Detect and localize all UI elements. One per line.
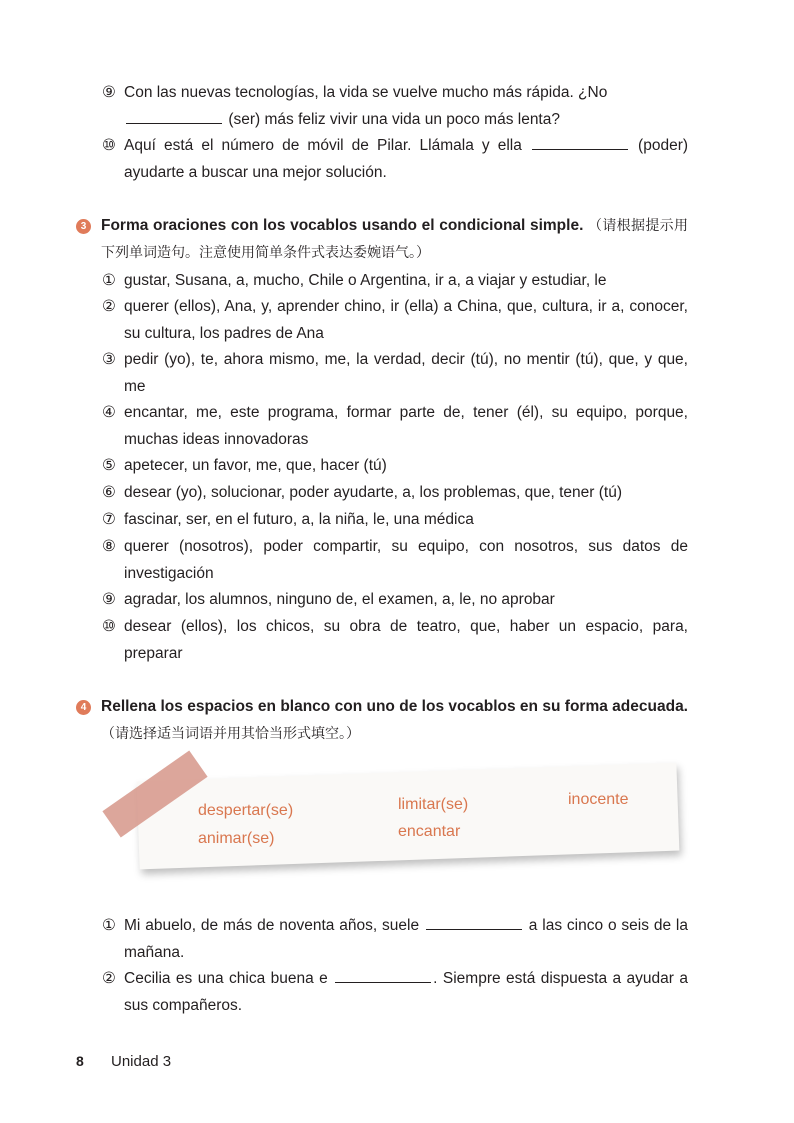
word-option: encantar	[398, 823, 461, 840]
unit-label: Unidad 3	[111, 1053, 172, 1070]
exercise-item: ⑨ Con las nuevas tecnologías, la vida se vuelve mucho más rápida. ¿No (ser) más feliz vivir una vida un poco más lenta?	[102, 80, 688, 133]
exercise-item: ② Cecilia es una chica buena e . Siempre está dispuesta a ayudar a sus compañeros.	[102, 970, 688, 1014]
list-item: ⑨ agradar, los alumnos, ninguno de, el examen, a, le, no aprobar	[102, 591, 555, 608]
list-item: ④ encantar, me, este programa, formar parte de, tener (él), su equipo, porque, muchas ideas innovadoras	[102, 404, 688, 448]
list-item: ⑥ desear (yo), solucionar, poder ayudarte, a, los problemas, que, tener (tú)	[102, 484, 622, 501]
answer-blank[interactable]	[426, 915, 522, 930]
word-option: despertar(se)	[198, 802, 294, 819]
list-item: ⑧ querer (nosotros), poder compartir, su equipo, con nosotros, sus datos de investigación	[102, 538, 688, 582]
word-option: animar(se)	[198, 830, 275, 847]
answer-blank[interactable]	[335, 968, 431, 983]
exercise-item: ⑩ Aquí está el número de móvil de Pilar. Llámala y ella (poder) ayudarte a buscar una mejor solución.	[102, 133, 688, 186]
list-item: ② querer (ellos), Ana, y, aprender chino, ir (ella) a China, que, cultura, ir a, conocer, su cultura, los padres de Ana	[102, 298, 688, 342]
item-number: ⑨	[102, 84, 116, 101]
list-item: ⑤ apetecer, un favor, me, que, hacer (tú)	[102, 457, 387, 474]
list-item: ③ pedir (yo), te, ahora mismo, me, la verdad, decir (tú), no mentir (tú), que, y que, me	[102, 351, 688, 395]
section-badge: 4	[76, 700, 91, 715]
answer-blank[interactable]	[532, 135, 628, 150]
section-title: Rellena los espacios en blanco con uno de los vocablos en su forma adecuada.	[101, 698, 688, 715]
section-subtitle: （请根据提示用下列单词造句。注意使用简单条件式表达委婉语气。）	[101, 218, 688, 261]
section-3-header	[76, 213, 688, 266]
section-badge: 3	[76, 219, 91, 234]
word-option: inocente	[568, 791, 629, 808]
list-item: ① gustar, Susana, a, mucho, Chile o Argentina, ir a, a viajar y estudiar, le	[102, 272, 607, 289]
section-4-header	[76, 694, 688, 747]
section-subtitle: （请选择适当词语并用其恰当形式填空。）	[101, 725, 360, 742]
exercise-item: ① Mi abuelo, de más de noventa años, suele a las cinco o seis de la mañana.	[102, 917, 688, 961]
list-item: ⑩ desear (ellos), los chicos, su obra de teatro, que, haber un espacio, para, preparar	[102, 618, 688, 662]
word-option: limitar(se)	[398, 796, 469, 813]
list-item: ⑦ fascinar, ser, en el futuro, a, la niña, le, una médica	[102, 511, 474, 528]
item-number: ⑩	[102, 137, 116, 154]
page-number: 8	[76, 1053, 84, 1069]
answer-blank[interactable]	[126, 109, 222, 124]
section-title: Forma oraciones con los vocablos usando el condicional simple.	[101, 217, 584, 234]
word-box	[100, 760, 700, 890]
